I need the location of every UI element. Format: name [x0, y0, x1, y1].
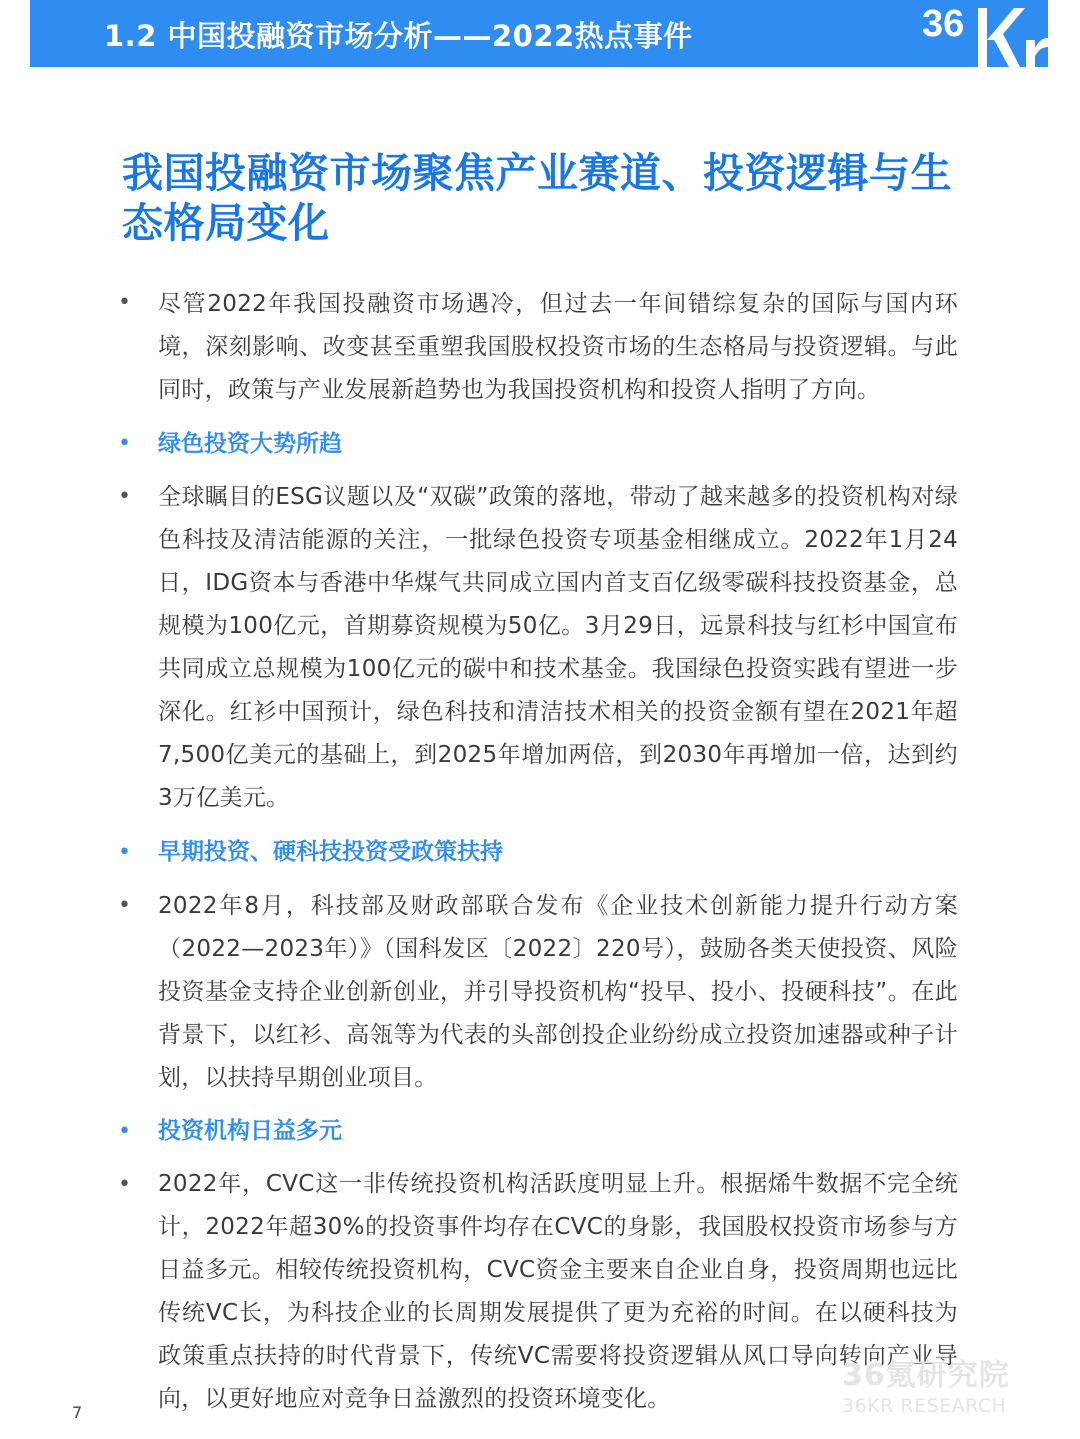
page-number: 7	[72, 1403, 83, 1422]
page-title: 我国投融资市场聚焦产业赛道、投资逻辑与生态格局变化	[122, 149, 952, 247]
section-heading: 早期投资、硬科技投资受政策扶持	[158, 839, 503, 865]
svg-text:36: 36	[922, 3, 965, 45]
section-paragraph: 2022年8月，科技部及财政部联合发布《企业技术创新能力提升行动方案（2022—2023年）》（国科发区〔2022〕220号），鼓励各类天使投资、风险投资基金支持企业创新创业，并引导投资机构“投早、投小、投硬科技”。在此背景下，以红衫、高瓴等为代表的头部创投企业纷纷成立投资加速器或种子计划，以扶持早期创业项目。	[158, 893, 958, 1091]
bullet-dot: •	[118, 840, 131, 865]
36kr-research-watermark	[842, 1358, 1032, 1418]
bullet-dot: •	[118, 290, 131, 315]
section-header-title: 1.2 中国投融资市场分析——2022热点事件	[104, 19, 693, 53]
section-paragraph: 2022年，CVC这一非传统投资机构活跃度明显上升。根据烯牛数据不完全统计，2022年超30%的投资事件均存在CVC的身影，我国股权投资市场参与方日益多元。相较传统投资机构，CVC资金主要来自企业自身，投资周期也远比传统VC长，为科技企业的长周期发展提供了更为充裕的时间。在以硬科技为政策重点扶持的时代背景下，传统VC需要将投资逻辑从风口导向转向产业导向，以更好地应对竞争日益激烈的投资环境变化。	[158, 1171, 958, 1412]
36kr-logo	[922, 0, 1048, 67]
watermark-en: 36KR RESEARCH	[842, 1395, 1007, 1417]
section-heading: 绿色投资大势所趋	[158, 431, 342, 457]
bullet-dot: •	[118, 1119, 131, 1144]
section-heading: 投资机构日益多元	[158, 1118, 342, 1144]
section-paragraph: 全球瞩目的ESG议题以及“双碳”政策的落地，带动了越来越多的投资机构对绿色科技及清洁能源的关注，一批绿色投资专项基金相继成立。2022年1月24日，IDG资本与香港中华煤气共同成立国内首支百亿级零碳科技投资基金，总规模为100亿元，首期募资规模为50亿。3月29日，远景科技与红杉中国宣布共同成立总规模为100亿元的碳中和技术基金。我国绿色投资实践有望进一步深化。红衫中国预计，绿色科技和清洁技术相关的投资金额有望在2021年超7,500亿美元的基础上，到2025年增加两倍，到2030年再增加一倍，达到约3万亿美元。	[158, 484, 958, 811]
watermark-cn: 36氪研究院	[842, 1358, 1010, 1393]
bullet-dot: •	[118, 431, 131, 456]
bullet-dot: •	[118, 484, 131, 509]
bullet-dot: •	[118, 893, 131, 918]
bullet-dot: •	[118, 1172, 131, 1197]
intro-paragraph: 尽管2022年我国投融资市场遇冷，但过去一年间错综复杂的国际与国内环境，深刻影响、改变甚至重塑我国股权投资市场的生态格局与投资逻辑。与此同时，政策与产业发展新趋势也为我国投资机构和投资人指明了方向。	[158, 291, 958, 403]
